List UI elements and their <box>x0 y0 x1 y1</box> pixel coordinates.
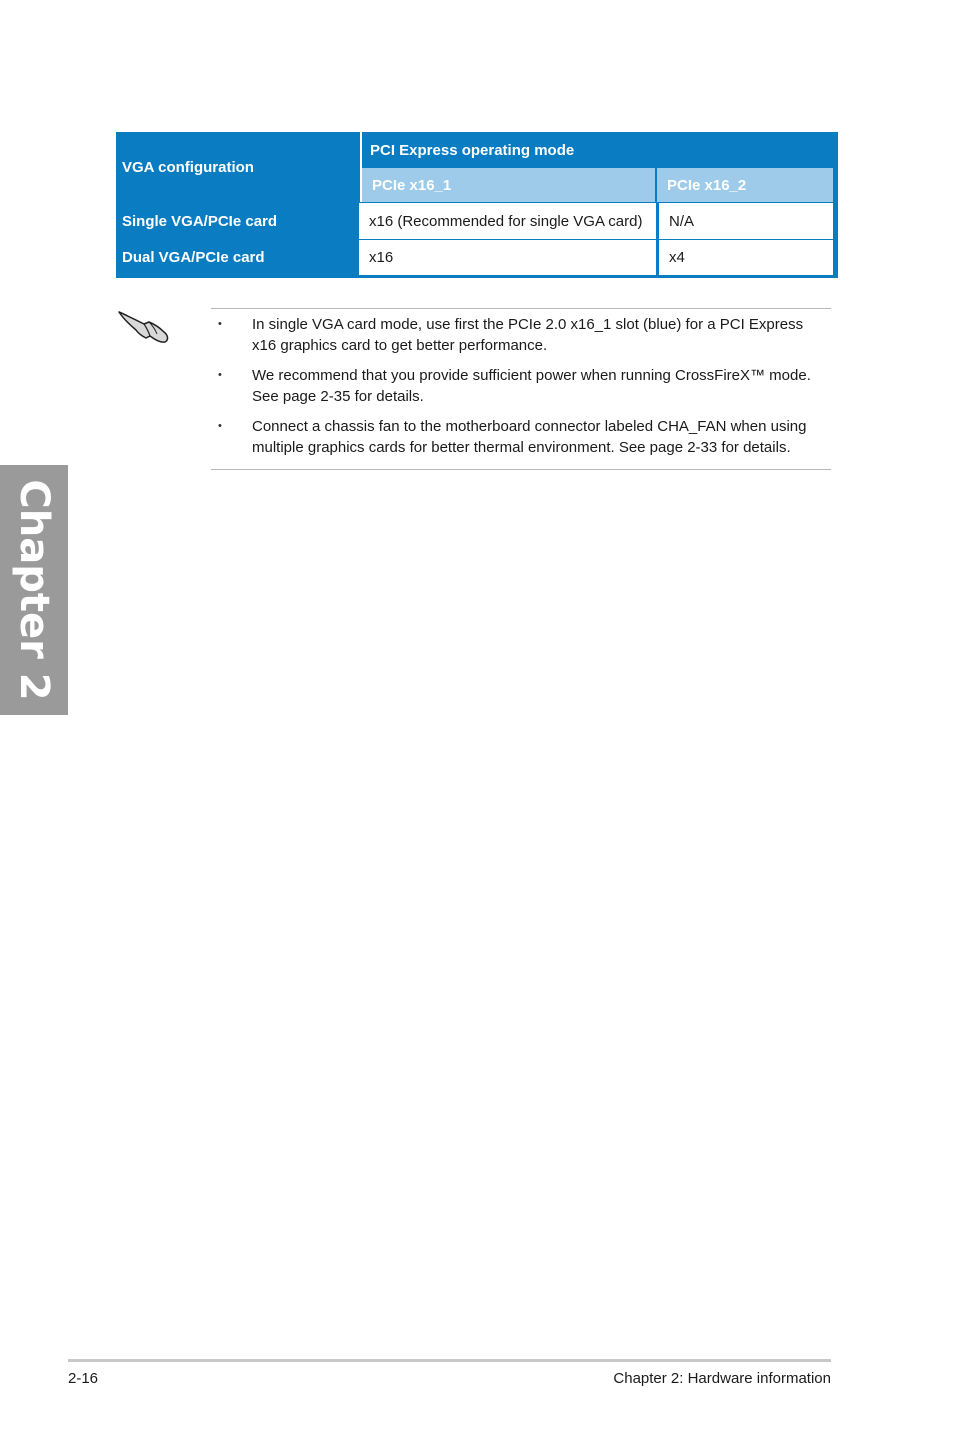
hand-pointer-icon <box>116 306 172 346</box>
cell-single-x16-2: N/A <box>659 203 833 239</box>
note-text: In single VGA card mode, use first the PCIe 2.0 x16_1 slot (blue) for a PCI Express x16 graphics card to get better performance. <box>252 316 804 354</box>
row-label-single: Single VGA/PCIe card <box>122 212 278 230</box>
note-text: Connect a chassis fan to the motherboard connector labeled CHA_FAN when using multiple graphics cards for better thermal environment. See page 2-33 for details. <box>252 418 807 456</box>
cell-single-x16-1: x16 (Recommended for single VGA card) <box>359 203 656 239</box>
footer-section-title: Chapter 2: Hardware information <box>613 1370 831 1387</box>
bullet-icon: • <box>218 420 222 432</box>
vga-config-header: VGA configuration <box>122 158 254 176</box>
footer-rule <box>68 1359 831 1362</box>
pcie-config-table <box>116 132 838 278</box>
list-item <box>211 314 831 356</box>
list-item <box>211 365 831 407</box>
note-bottom-rule <box>211 469 831 470</box>
note-text: We recommend that you provide sufficient power when running CrossFireX™ mode. See page 2-35 for details. <box>252 367 811 405</box>
pcie-x16-1-header: PCIe x16_1 <box>360 168 655 202</box>
list-item <box>211 416 831 458</box>
row-label-dual: Dual VGA/PCIe card <box>122 249 265 266</box>
note-list <box>211 314 831 467</box>
page-number: 2-16 <box>68 1370 99 1387</box>
pcie-x16-2-header: PCIe x16_2 <box>657 168 833 202</box>
pcie-mode-header: PCI Express operating mode <box>360 132 836 168</box>
cell-dual-x16-2: x4 <box>659 240 833 275</box>
bullet-icon: • <box>218 369 222 381</box>
bullet-icon: • <box>218 318 222 330</box>
cell-dual-x16-1: x16 <box>359 240 656 275</box>
chapter-tab-label: Chapter 2 <box>11 479 57 701</box>
chapter-tab <box>0 465 68 715</box>
note-top-rule <box>211 308 831 309</box>
